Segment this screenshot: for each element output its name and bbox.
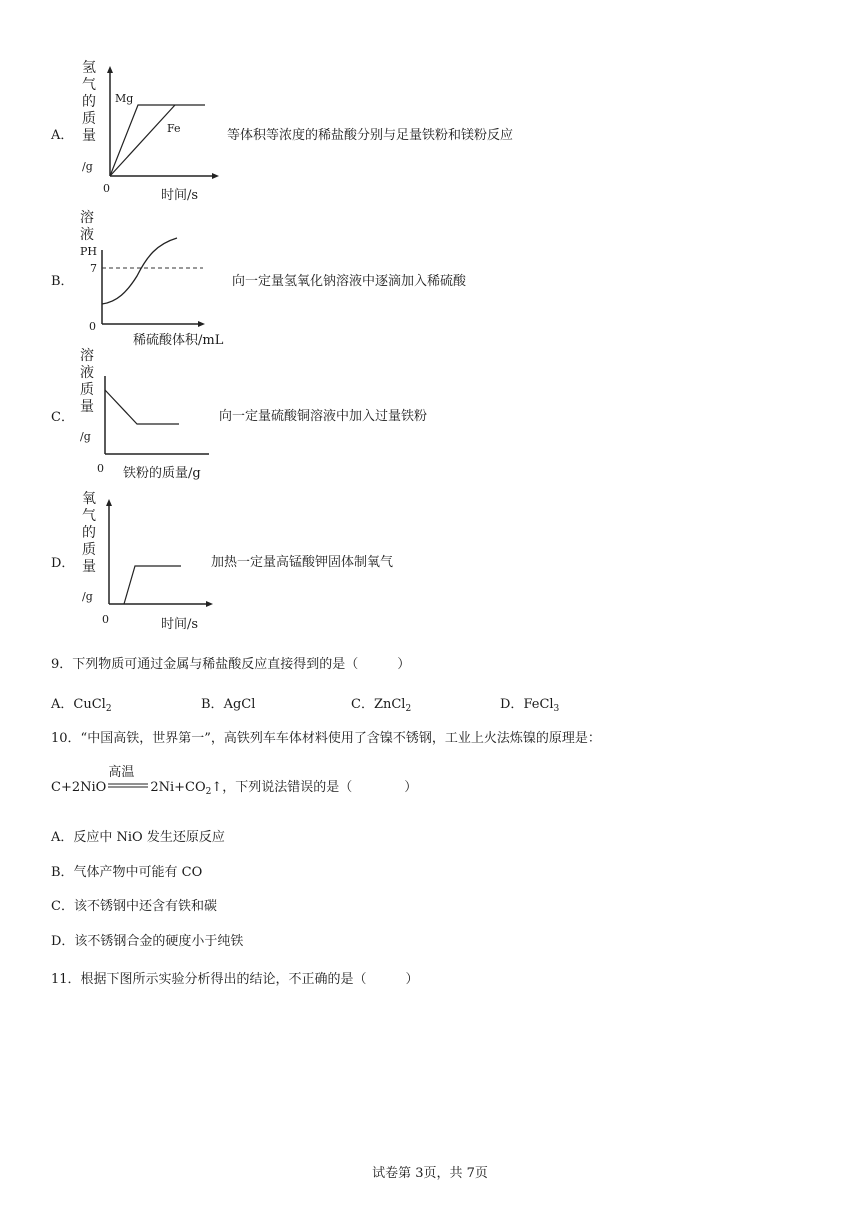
graph-b-ylabel-ph: PH: [80, 245, 97, 258]
graph-c-ylabel: 溶 液 质 量: [80, 348, 94, 415]
q9-option-d: D．FeCl$_3$: [500, 697, 560, 714]
q10-option-a: A．反应中 NiO 发生还原反应: [51, 830, 225, 845]
option-a-desc: 等体积等浓度的稀盐酸分别与足量铁粉和镁粉反应: [227, 128, 514, 143]
graph-d-plot: [75, 489, 220, 614]
q10-stem: 10．“中国高铁，世界第一”，高铁列车车体材料使用了含镍不锈钢，工业上火法炼镍的原理是：: [51, 731, 601, 746]
graph-a-plot: [75, 58, 220, 183]
graph-d-line: [124, 566, 181, 604]
graph-c-yunit: /g: [80, 430, 91, 443]
graph-b-ylabel: 溶 液: [80, 210, 94, 243]
graph-c-origin: 0: [97, 462, 104, 475]
graph-c-line: [105, 390, 179, 424]
q9-stem: 9．下列物质可通过金属与稀盐酸反应直接得到的是（ ）: [51, 657, 411, 672]
q9-option-c: C．ZnCl$_2$: [351, 697, 412, 714]
q9-option-b: B．AgCl: [201, 697, 256, 712]
option-d-letter: D．: [51, 556, 75, 571]
graph-a-ylabel: 氢 气 的 质 量: [82, 60, 96, 144]
option-d-desc: 加热一定量高锰酸钾固体制氧气: [211, 555, 394, 570]
graph-a-line-mg: [110, 105, 205, 176]
graph-d-yunit: /g: [82, 590, 93, 603]
option-c-letter: C．: [51, 410, 74, 425]
q11-stem: 11．根据下图所示实验分析得出的结论，不正确的是（ ）: [51, 972, 419, 987]
graph-b-plot: [75, 208, 225, 333]
q10-option-b: B．气体产物中可能有 CO: [51, 865, 203, 880]
graph-d-origin: 0: [102, 613, 109, 626]
q9-option-a: A．CuCl$_2$: [51, 697, 112, 714]
graph-a-xlabel: 时间/s: [161, 188, 199, 203]
graph-b-ref-7: 7: [90, 262, 97, 275]
graph-b-origin: 0: [89, 320, 96, 333]
graph-d-ylabel: 氧 气 的 质 量: [82, 491, 96, 575]
graph-c-xlabel: 铁粉的质量/g: [123, 466, 201, 481]
graph-d-xlabel: 时间/s: [161, 617, 199, 632]
graph-a-yunit: /g: [82, 160, 93, 173]
graph-a-series-fe: Fe: [167, 122, 181, 135]
option-a-letter: A．: [51, 128, 74, 143]
graph-b-xlabel: 稀硫酸体积/mL: [133, 333, 224, 348]
graph-a-series-mg: Mg: [115, 92, 134, 105]
page-footer: 试卷第 3页，共 7页: [372, 1166, 488, 1181]
option-b-letter: B．: [51, 274, 74, 289]
q10-option-c: C．该不锈钢中还含有铁和碳: [51, 899, 217, 914]
option-c-desc: 向一定量硫酸铜溶液中加入过量铁粉: [219, 409, 428, 424]
eq-condition-arrow: 高温: [108, 765, 135, 780]
graph-a-origin: 0: [103, 182, 110, 195]
graph-c-plot: [75, 346, 225, 466]
option-b-desc: 向一定量氢氧化钠溶液中逐滴加入稀硫酸: [232, 274, 467, 289]
graph-b-curve: [102, 238, 177, 304]
graph-a-line-fe: [110, 105, 175, 176]
q10-option-d: D．该不锈钢合金的硬度小于纯铁: [51, 934, 244, 949]
q10-equation: C+2NiO 高温 $2Ni+CO_2↑$，下列说法错误的是（ ）: [51, 765, 418, 797]
